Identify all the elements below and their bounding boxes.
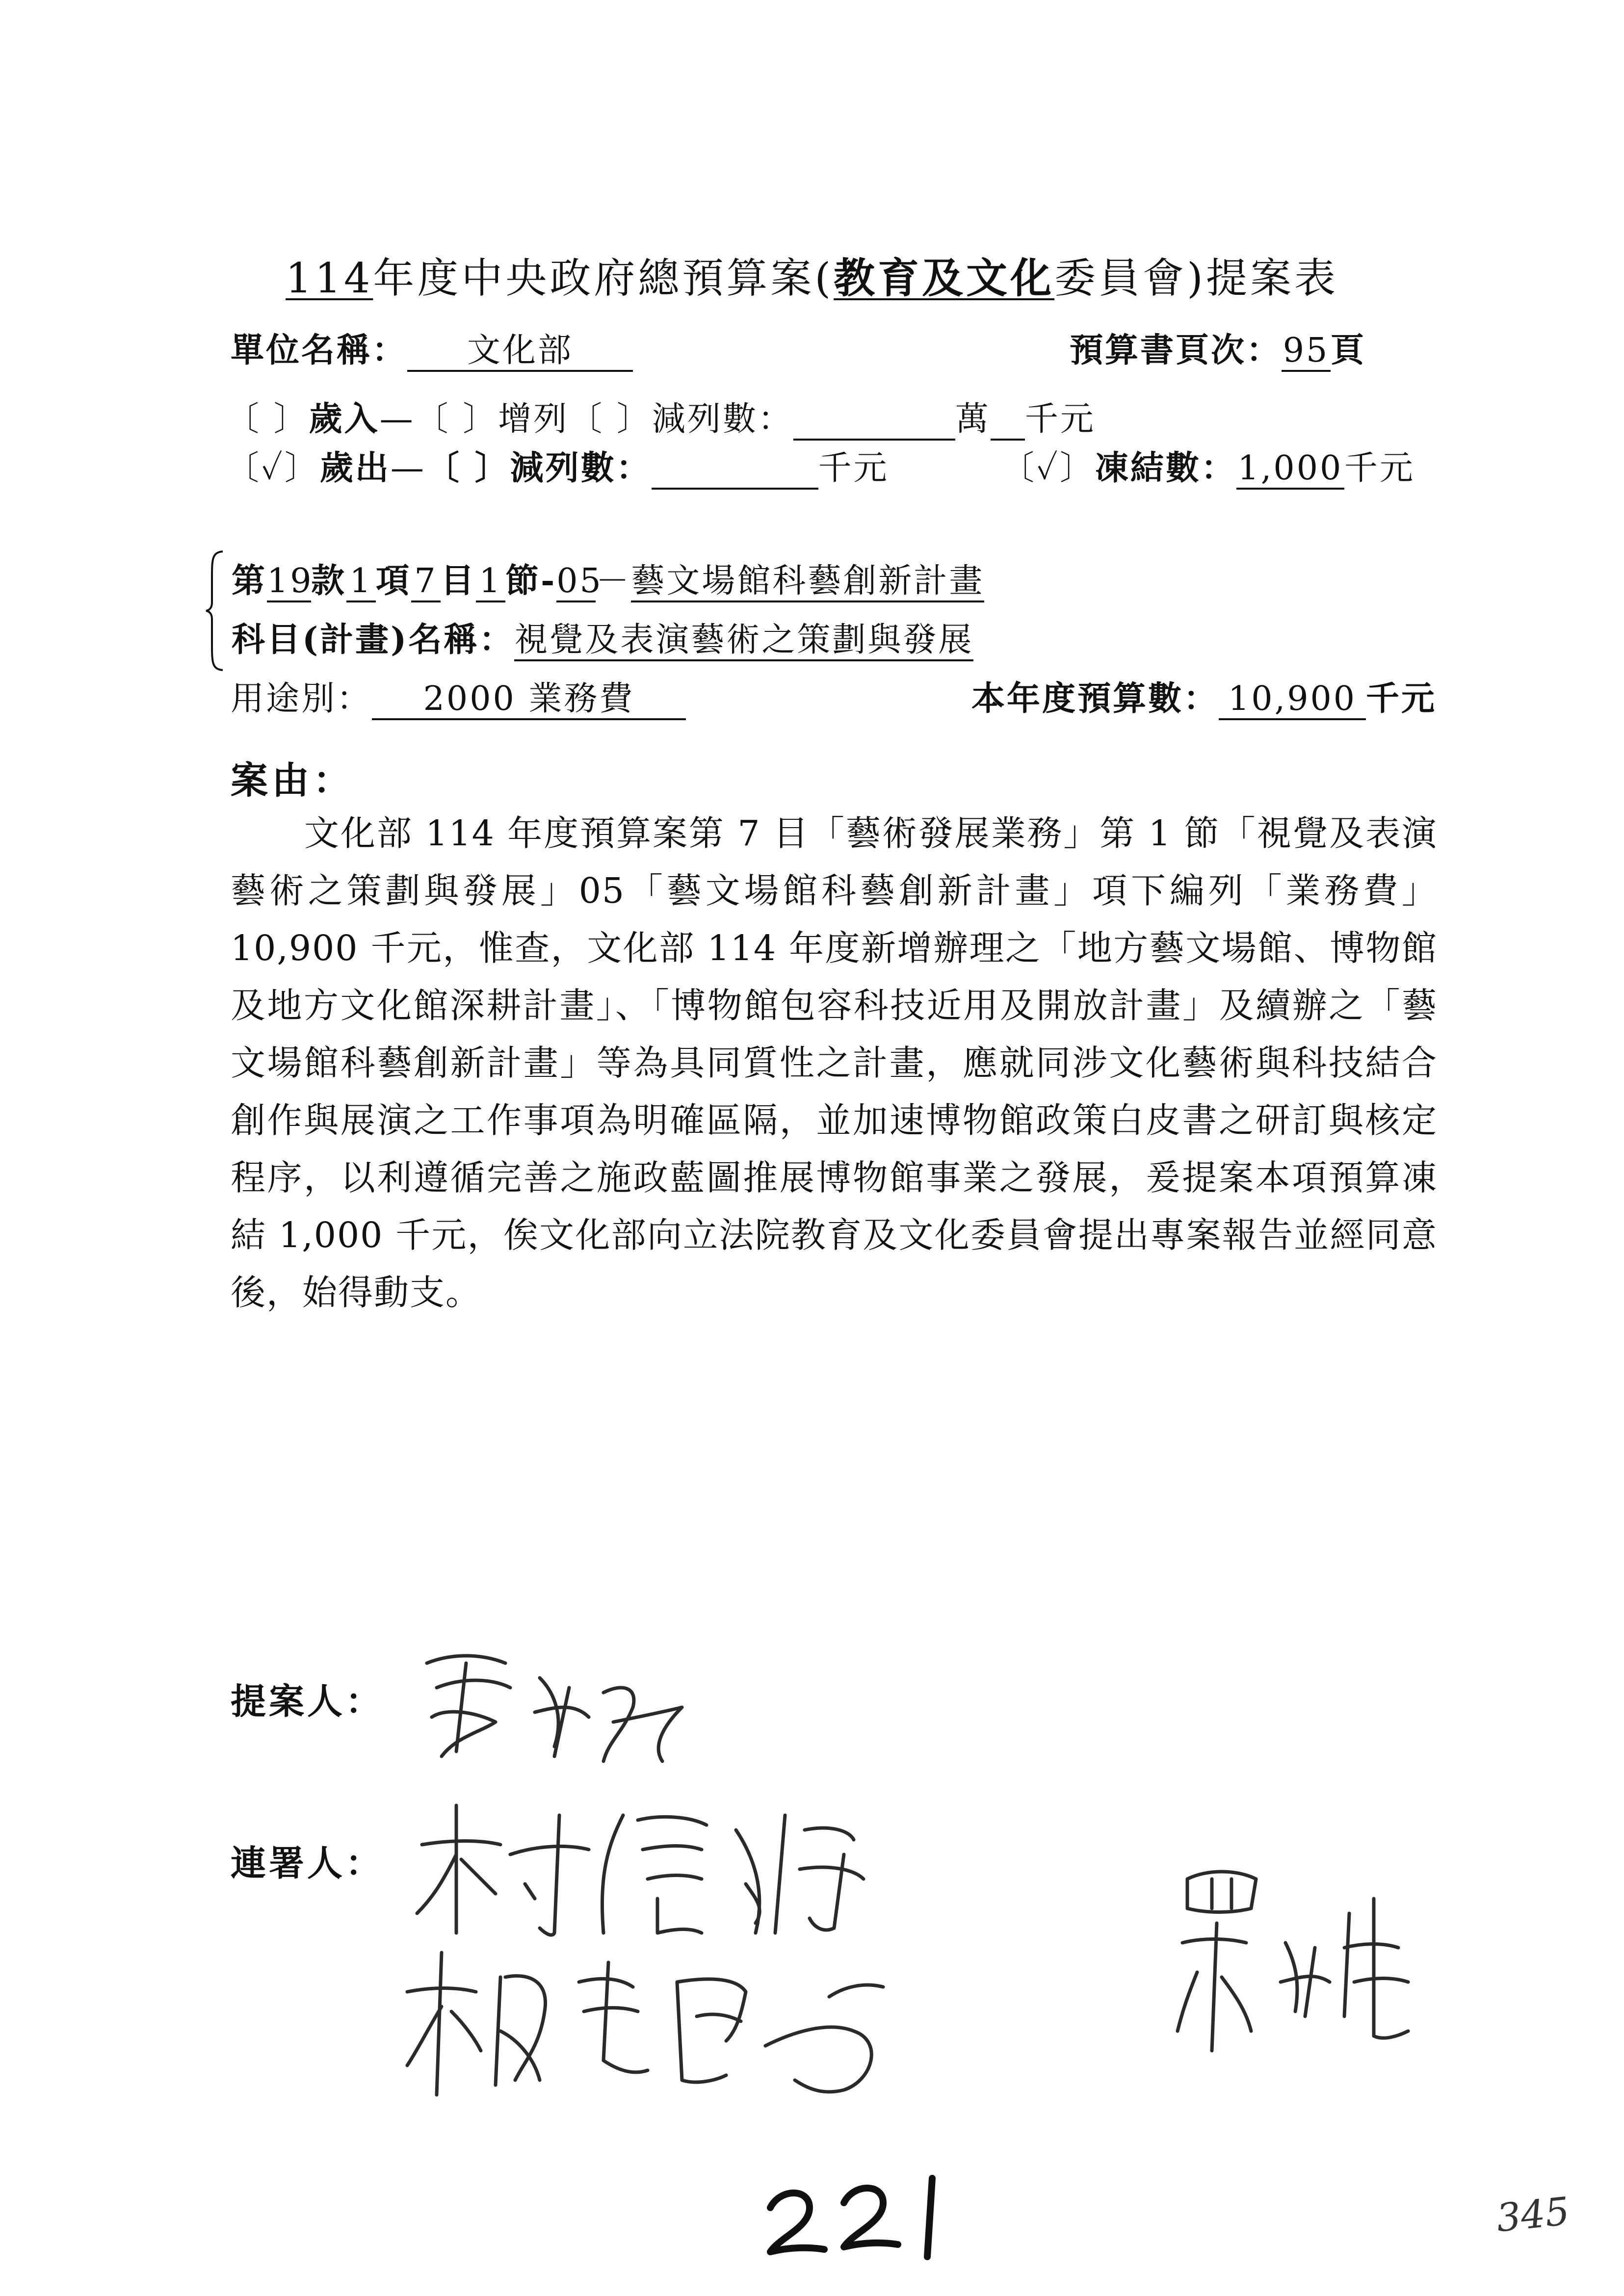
reason-label: 案由：	[231, 758, 354, 802]
usage-label: 用途別：	[231, 679, 372, 718]
freeze-value: 1,000	[1236, 449, 1344, 490]
item-code: 05	[556, 562, 596, 602]
title-year: 114	[286, 254, 373, 302]
expenditure-row	[226, 442, 889, 490]
cosigner-signature-1	[412, 1786, 883, 1948]
cosigner-label: 連署人：	[231, 1842, 384, 1884]
form-title	[0, 245, 1624, 305]
unit-label: 單位名稱：	[231, 331, 408, 370]
item-kuan-label: 款	[311, 561, 347, 600]
item-jie: 1	[476, 562, 505, 602]
revenue-label: 歲入	[309, 399, 380, 439]
budget-item-row	[232, 554, 984, 602]
unit-value: 文化部	[407, 332, 633, 372]
revenue-unit-qian: 千元	[1024, 400, 1096, 439]
revenue-increase: 〔 〕增列	[415, 400, 569, 439]
subject-value: 視覺及表演藝術之策劃與發展	[514, 621, 973, 661]
annual-budget-value: 10,900	[1219, 680, 1366, 720]
budget-page-value: 95	[1282, 332, 1331, 372]
expenditure-unit: 千元	[818, 449, 889, 488]
freeze-checkbox: 〔✓〕	[1001, 449, 1095, 488]
freeze-unit: 千元	[1344, 449, 1415, 488]
revenue-row	[226, 392, 1096, 441]
annual-budget-label: 本年度預算數：	[971, 679, 1219, 718]
title-mid: 年度中央政府總預算案(	[373, 254, 834, 302]
revenue-amount-blank	[793, 400, 955, 441]
revenue-decrease: 〔 〕減列數：	[569, 400, 793, 439]
proposer-signature	[407, 1634, 721, 1781]
reason-text: 文化部 114 年度預算案第 7 目「藝術發展業務」第 1 節「視覺及表演藝術之策劃與發展」05「藝文場館科藝創新計畫」項下編列「業務費」10,900 千元，惟查，文化部 114 年度新增辦理之「地方藝文場館、博物館及地方文化館深耕計畫」、「博物館包容科技近用及開放計畫」及續辦之「藝文場館科藝創新計畫」等為具同質性之計畫，應就同涉文化藝術與科技結合創作與展演之工作事項為明確區隔，並加速博物館政策白皮書之研訂與核定程序，以利遵循完善之施政藍圖推展博物館事業之發展，爰提案本項預算凍結 1,000 千元，俟文化部向立法院教育及文化委員會提出專案報告並經同意後，始得動支。	[231, 813, 1438, 1313]
expenditure-checkbox: 〔✓〕	[226, 449, 320, 488]
subject-row	[232, 613, 973, 661]
proposer-label: 提案人：	[231, 1680, 384, 1722]
item-dash: －	[596, 562, 631, 600]
item-kuan: 19	[267, 562, 311, 602]
budget-page-unit: 頁	[1331, 331, 1366, 370]
handwritten-page-number	[756, 2159, 962, 2262]
expenditure-amount-blank	[652, 449, 818, 490]
item-xiang: 1	[346, 562, 376, 602]
cosigner-signature-3	[1168, 1854, 1442, 2065]
usage-value: 2000 業務費	[372, 680, 686, 720]
item-mu: 7	[411, 562, 441, 602]
corner-page-number: 345	[1494, 2189, 1572, 2241]
revenue-wan-blank	[991, 400, 1025, 441]
freeze-row	[1001, 442, 1415, 490]
revenue-dash: —	[379, 400, 415, 439]
budget-page-row	[1070, 324, 1366, 372]
item-plan-name: 藝文場館科藝創新計畫	[631, 562, 984, 602]
annual-budget-unit: 千元	[1366, 679, 1437, 718]
item-mu-label: 目	[441, 561, 476, 600]
cosigner-signature-2	[402, 1933, 957, 2110]
unit-name-row	[231, 324, 633, 372]
revenue-unit-wan: 萬	[955, 400, 991, 439]
item-xiang-label: 項	[376, 561, 412, 600]
expenditure-dash: —	[390, 449, 426, 488]
budget-page-label: 預算書頁次：	[1070, 331, 1282, 370]
subject-label: 科目(計畫)名稱：	[232, 620, 515, 659]
freeze-label: 凍結數：	[1095, 448, 1236, 488]
item-brace	[205, 549, 225, 672]
item-kuan-prefix: 第	[232, 561, 267, 600]
usage-row	[231, 672, 686, 720]
annual-budget-row	[971, 672, 1437, 720]
title-suffix: 委員會)提案表	[1054, 254, 1338, 302]
expenditure-decrease: 〔 〕減列數：	[425, 448, 652, 488]
item-jie-label: 節-	[505, 561, 557, 600]
title-committee: 教育及文化	[834, 254, 1055, 302]
expenditure-label: 歲出	[319, 448, 391, 488]
revenue-checkbox: 〔 〕	[226, 400, 309, 439]
